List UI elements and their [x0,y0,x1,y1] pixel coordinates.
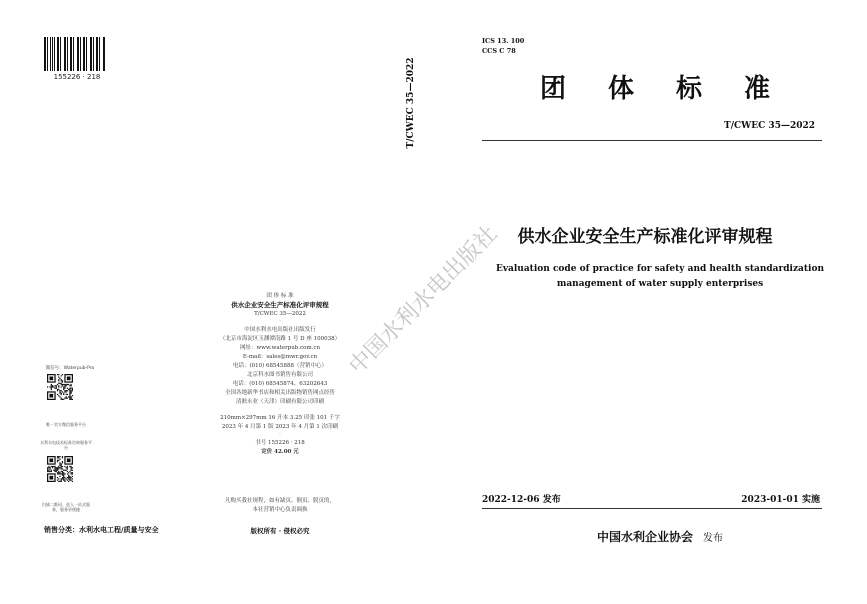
standard-type [540,68,770,105]
publisher-suffix: 发布 [703,533,723,544]
colophon-dot: · [279,319,281,325]
colophon-address: （北京市海淀区玉渊潭南路 1 号 D 座 100038） [219,336,341,342]
title-chinese: 供水企业安全生产标准化评审规程 [517,227,773,247]
colophon-dot: · [279,432,281,438]
service-qr-code-icon [47,456,73,482]
colophon-outlets: 全国各地新华书店和相关出版物销售网点经售 [224,390,335,396]
colophon-price: 定价 42.00 元 [261,449,299,455]
ics-code: ICS 13. 100 [482,37,525,45]
wechat-qr-code-icon [47,374,73,400]
replacement-notice [200,497,360,515]
qr2-caption: 扫描二维码，进入一站式服务，服务更便捷 [42,502,90,512]
colophon-printer: 清淞永业（天津）印刷有限公司印刷 [235,399,324,405]
colophon-publisher: 中国水利水电出版社出版发行 [244,327,316,333]
colophon-website: 网址：www.waterpub.com.cn [239,345,321,351]
colophon-email: E-mail：sales@mwr.gov.cn [242,354,318,360]
standard-number: T/CWEC 35—2022 [724,121,815,131]
divider-top [482,140,822,141]
standard-type-char: 体 [607,74,634,104]
title-english-line-1: Evaluation code of practice for safety and health standardization [495,264,825,274]
colophon-distributor: 北京科水图书销售有限公司 [246,372,313,378]
wechat-label: 微信号：Waterpub-Pro [45,366,95,371]
colophon-specs: 210mm×297mm 16 开本 3.25 印张 101 千字 [220,415,340,421]
notice-line-1: 凡购买我社规程，如有缺页、倒页、脱页的， [224,498,335,504]
barcode-number: 155226 · 218 [53,73,101,81]
spine [400,58,422,148]
issuing-organization [560,528,760,545]
standard-type-char: 团 [540,74,567,104]
spine-code: T/CWEC 35—2022 [406,57,416,149]
implementation-date: 2023-01-01 实施 [741,495,820,505]
colophon-dist-phone: 电话：(010) 68545874、63202643 [232,381,328,387]
divider-bottom [482,508,822,509]
rights-notice: 版权所有 · 侵权必究 [250,527,310,535]
title-english [490,262,830,292]
colophon-dot: · [279,407,281,413]
colophon-org: 团 体 标 准 [266,293,294,299]
watermark-text: 中国水利水电出版社 [344,221,503,380]
publisher-name: 中国水利企业协会 [596,530,693,544]
ccs-code: CCS C 78 [482,47,516,55]
colophon-phone: 电话：(010) 68545888（营销中心） [232,363,328,369]
barcode [44,37,106,71]
notice-line-2: 本社营销中心负责调换 [252,507,308,513]
colophon [200,292,360,457]
standard-type-char: 准 [743,74,770,104]
title-english-line-2: management of water supply enterprises [556,279,764,289]
qr1-caption: 唯一官方微信服务平台 [46,422,86,427]
qr2-heading: 水利水电技术标准咨询服务平台 [40,440,92,450]
colophon-code: T/CWEC 35—2022 [254,311,306,317]
sales-category: 销售分类：水利水电工程/质量与安全 [44,526,159,534]
colophon-book-number: 书号 155226 · 218 [255,440,305,446]
issue-date: 2022-12-06 发布 [482,495,561,505]
colophon-title: 供水企业安全生产标准化评审规程 [231,301,329,309]
colophon-edition: 2023 年 4 月第 1 版 2023 年 4 月第 1 次印刷 [221,424,339,430]
standard-type-char: 标 [675,74,702,104]
